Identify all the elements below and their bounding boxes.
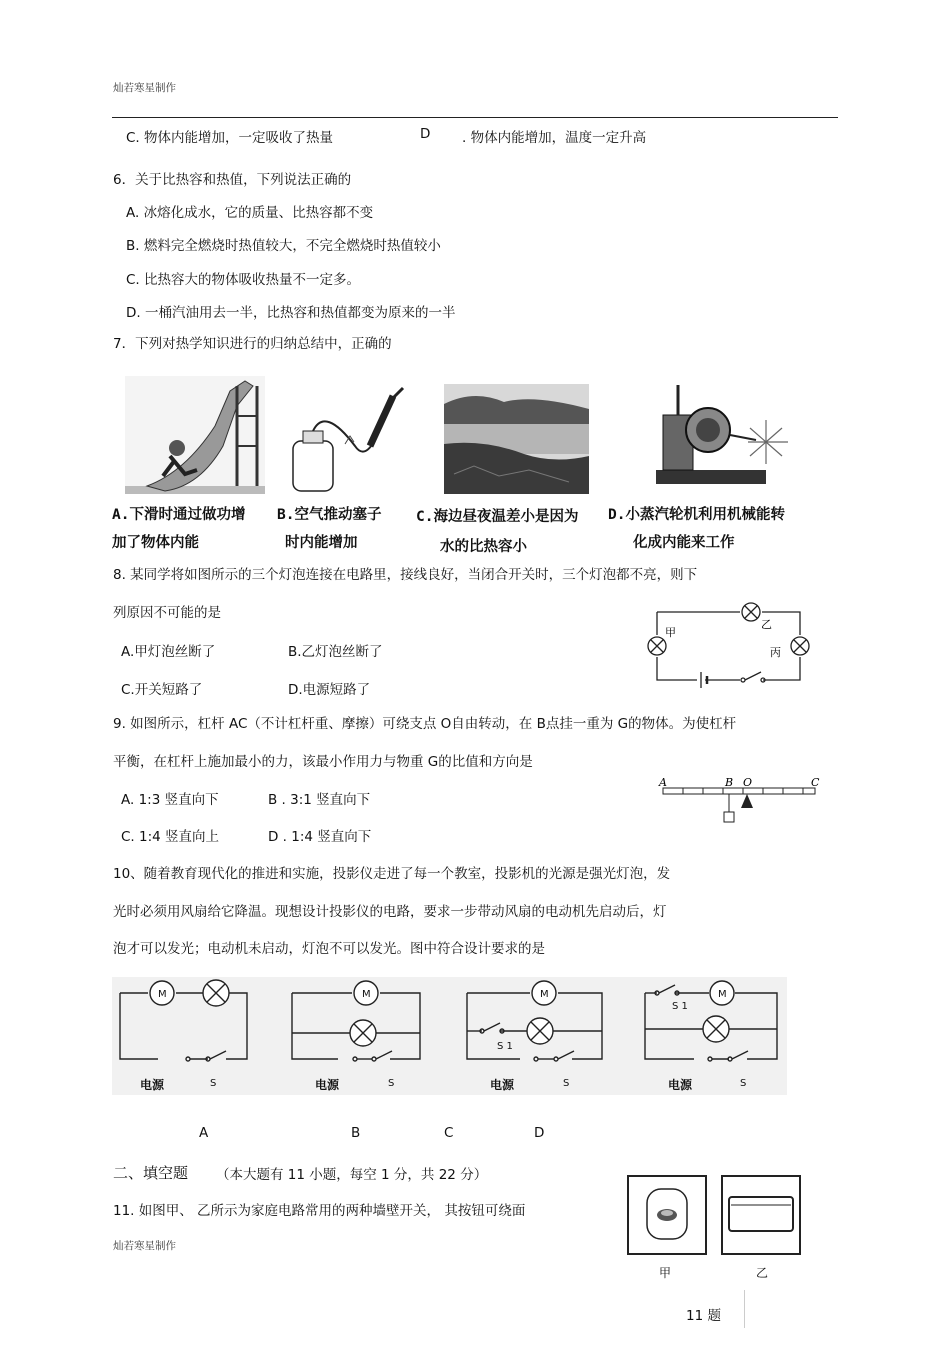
q10-a-switch-label: S: [210, 1078, 217, 1089]
header-watermark: 灿若寒星制作: [113, 82, 176, 94]
q7-caption-a-line1: A.下滑时通过做功增: [112, 507, 246, 523]
q10-label-b: B: [351, 1125, 361, 1141]
q7-caption-a-line2: 加了物体内能: [112, 535, 199, 551]
q9-option-d: D . 1:4 竖直向下: [268, 829, 372, 845]
q7-image-turbine: [648, 380, 793, 492]
q10-b-motor-label: M: [362, 989, 371, 1000]
q10-d-s1-label: S 1: [672, 1001, 688, 1012]
section2-note: （本大题有 11 小题，每空 1 分，共 22 分）: [216, 1167, 488, 1183]
q9-option-b: B . 3:1 竖直向下: [268, 792, 371, 808]
q6-stem: 6．关于比热容和热值，下列说法正确的: [113, 172, 352, 188]
q5-option-d-letter: D: [420, 126, 431, 142]
q9-option-c: C. 1:4 竖直向上: [121, 829, 220, 845]
q7-stem: 7．下列对热学知识进行的归纳总结中，正确的: [113, 336, 392, 352]
section2-title: 二、填空题: [113, 1164, 189, 1182]
q6-option-c: C. 比热容大的物体吸收热量不一定多。: [126, 272, 361, 288]
q7-image-seashore: [444, 384, 589, 494]
q7-caption-d-line2: 化成内能来工作: [633, 535, 735, 551]
q6-option-d: D. 一桶汽油用去一半，比热容和热值都变为原来的一半: [126, 305, 456, 321]
q10-stem-line2: 光时必须用风扇给它降温。现想设计投影仪的电路，要求一步带动风扇的电动机先启动后，灯: [113, 904, 667, 920]
q10-c-source-label: 电源: [490, 1078, 515, 1092]
q10-stem-line3: 泡才可以发光；电动机未启动，灯泡不可以发光。图中符合设计要求的是: [113, 941, 545, 957]
page-edge-line: [744, 1290, 745, 1328]
q9-stem-line2: 平衡，在杠杆上施加最小的力，该最小作用力与物重 G的比值和方向是: [113, 754, 533, 770]
q7-caption-d-line1: D.小蒸汽轮机利用机械能转: [608, 507, 785, 523]
q11-label-jia: 甲: [659, 1266, 672, 1280]
q10-label-c: C: [444, 1125, 454, 1141]
q5-option-d: . 物体内能增加，温度一定升高: [462, 130, 647, 146]
q9-stem-line1: 9. 如图所示，杠杆 AC（不计杠杆重、摩擦）可绕支点 O自由转动，在 B点挂一重为 G的物体。为使杠杆: [113, 716, 737, 732]
q7-caption-b-line2: 时内能增加: [285, 535, 358, 551]
q8-stem-line2: 列原因不可能的是: [113, 605, 221, 621]
q11-stem: 11. 如图甲、 乙所示为家庭电路常用的两种墙壁开关， 其按钮可绕面: [113, 1203, 526, 1219]
q10-label-d: D: [534, 1125, 545, 1141]
figure-11-label: 11 题: [686, 1308, 721, 1324]
q10-c-switch-label: S: [563, 1078, 570, 1089]
q7-image-pump: [285, 386, 410, 496]
q10-d-motor-label: M: [718, 989, 727, 1000]
q11-switch-yi-figure: [721, 1175, 801, 1255]
q6-option-a: A. 冰熔化成水，它的质量、比热容都不变: [126, 205, 374, 221]
q10-c-motor-label: M: [540, 989, 549, 1000]
q7-caption-c-line1: C.海边昼夜温差小是因为: [416, 509, 579, 525]
q8-circuit-diagram: [645, 600, 815, 690]
q8-label-yi: 乙: [761, 618, 772, 631]
q8-label-jia: 甲: [665, 626, 676, 639]
q7-image-slide: [125, 376, 265, 494]
q7-caption-c-line2: 水的比热容小: [440, 539, 527, 555]
q9-option-a: A. 1:3 竖直向下: [121, 792, 219, 808]
q9-lever-diagram: [655, 772, 825, 827]
q7-caption-b-line1: B.空气推动塞子: [277, 507, 382, 523]
q11-label-yi: 乙: [756, 1266, 769, 1280]
header-rule: [112, 117, 838, 118]
q5-option-c: C. 物体内能增加，一定吸收了热量: [126, 130, 334, 146]
q6-option-b: B. 燃料完全燃烧时热值较大，不完全燃烧时热值较小: [126, 238, 441, 254]
q9-label-o: O: [743, 776, 753, 789]
q10-d-source-label: 电源: [668, 1078, 693, 1092]
q9-label-a: A: [659, 776, 667, 789]
q10-b-source-label: 电源: [315, 1078, 340, 1092]
q10-stem-line1: 10、随着教育现代化的推进和实施，投影仪走进了每一个教室，投影机的光源是强光灯泡，发: [113, 866, 671, 882]
q9-label-b: B: [725, 776, 734, 789]
q10-c-s1-label: S 1: [497, 1041, 513, 1052]
q8-option-b: B.乙灯泡丝断了: [288, 644, 383, 660]
q8-stem-line1: 8. 某同学将如图所示的三个灯泡连接在电路里，接线良好，当闭合开关时，三个灯泡都不亮，则下: [113, 567, 698, 583]
q10-a-source-label: 电源: [140, 1078, 165, 1092]
q8-label-bing: 丙: [770, 646, 781, 659]
q10-d-switch-label: S: [740, 1078, 747, 1089]
q8-option-a: A.甲灯泡丝断了: [121, 644, 216, 660]
q8-option-d: D.电源短路了: [288, 682, 371, 698]
footer-watermark: 灿若寒星制作: [113, 1240, 176, 1252]
q9-label-c: C: [811, 776, 820, 789]
q8-option-c: C.开关短路了: [121, 682, 203, 698]
q10-a-motor-label: M: [158, 989, 167, 1000]
q10-circuit-diagrams: [112, 977, 787, 1095]
q10-b-switch-label: S: [388, 1078, 395, 1089]
q11-switch-jia-figure: [627, 1175, 707, 1255]
q10-label-a: A: [199, 1125, 209, 1141]
